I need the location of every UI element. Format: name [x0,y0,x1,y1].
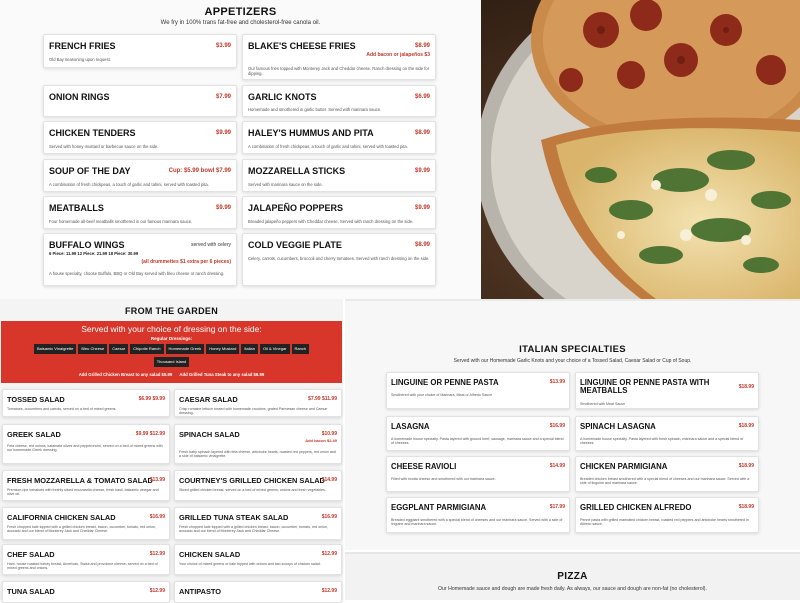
item-name: CHEF SALAD [7,550,55,559]
addon-row [1,372,342,377]
item-desc: Our famous fries topped with Monterey Jack and Cheddar cheese. Ranch dressing on the side for dipping. [248,66,430,77]
item-desc: Served with marinara sauce on the side. [248,182,323,187]
dressing-tag: Caesar [109,344,128,354]
item-desc: Celery, carrots, cucumbers, broccoli and cherry tomatoes. Served with ranch dressing on the side. [248,256,430,261]
menu-item-chef-salad[interactable] [2,544,170,575]
item-name: MEATBALLS [49,203,104,213]
pizza-title: PIZZA [557,571,588,582]
pizza-subtitle: Our Homemade sauce and dough are made fresh daily. As always, our sauce and dough are non-fat (no cholesterol). [438,586,707,592]
garden-title: FROM THE GARDEN [125,306,218,316]
item-desc: A homemade house specialty. Pasta layered with ground beef, sausage, marinara sauce and a special blend of cheeses. [391,437,564,446]
item-name: CAESAR SALAD [179,395,238,404]
menu-item-cheese-ravioli[interactable] [386,456,570,492]
dressings-label: Regular Dressings: [150,336,193,341]
menu-item-linguine-penne[interactable] [386,372,570,409]
menu-item-onion-rings[interactable] [43,85,237,117]
item-name: FRENCH FRIES [49,41,116,51]
item-desc: Tomatoes, cucumbers and carrots, served on a bed of mixed greens. [7,407,117,411]
menu-item-courtneys-chicken-salad[interactable] [174,470,342,501]
item-addon: (all drummettes $1 extra per 6 pieces) [141,259,231,265]
item-desc: A house specialty, choose Buffalo, BBQ or Old Bay served with bleu cheese or ranch dressing. [49,271,225,276]
appetizers-title: APPETIZERS [204,6,277,18]
item-name: CALIFORNIA CHICKEN SALAD [7,513,116,522]
dressing-tag: Honey Mustard [206,344,239,354]
item-desc: Filled with ricotta cheese and smothered with our marinara sauce. [391,477,496,481]
item-name: SOUP OF THE DAY [49,166,131,176]
menu-item-greek-salad[interactable] [2,424,170,464]
item-desc: Served with honey mustard or barbecue sauce on the side. [49,144,159,149]
item-price: $9.99 $12.99 [135,431,165,437]
menu-item-haleys-hummus[interactable] [242,121,436,154]
appetizers-subtitle: We fry in 100% trans fat-free and cholesterol-free canola oil. [160,20,321,26]
menu-item-meatballs[interactable] [43,196,237,229]
item-desc: Your choice of mixed greens or kale topped with onions and two scoops of chicken salad. [179,562,321,566]
menu-item-garlic-knots[interactable] [242,85,436,117]
menu-item-chicken-tenders[interactable] [43,121,237,154]
menu-item-linguine-meatballs[interactable] [575,372,759,409]
pizza-image [481,0,800,299]
item-price: $10.99 [321,431,337,437]
item-desc: A combination of fresh chickpeas, a touch of garlic and tahini, served with toasted pita. [49,182,209,187]
dressing-tag: Thousand Island [154,357,190,367]
dressing-tag: Chipotle Ranch [130,344,163,354]
item-addon: Add bacon $2.49 [305,438,337,443]
item-price: $6.99 $9.99 [138,396,165,402]
item-name: CHEESE RAVIOLI [391,462,457,471]
italian-title: ITALIAN SPECIALTIES [519,344,626,355]
menu-item-caesar-salad[interactable] [174,389,342,417]
item-price: $18.99 [738,384,754,390]
item-desc: Ham, house roasted turkey breast, American, Swiss and provolone cheese, served on a bed of mixed greens and onions. [7,562,158,571]
item-price: $18.99 [738,423,754,429]
banner-title: Served with your choice of dressing on the side: [81,324,262,334]
appetizers-section [0,0,481,299]
item-name: COLD VEGGIE PLATE [248,240,342,250]
dressing-tag: Italian [241,344,258,354]
item-name: JALAPEÑO POPPERS [248,203,344,213]
item-desc: Premium ripe tomatoes with freshly sliced mozzarella cheese, fresh basil, balsamic vinegar and olive oil. [7,488,159,497]
item-desc: Feta cheese, red onions, kalamata olives and pepperoncini, served on a bed of mixed greens with our homemade Greek dressing. [7,444,163,453]
item-desc: A combination of fresh chickpeas, a touch of garlic and tahini, served with toasted pita. [248,144,408,149]
item-price: $12.99 [321,551,337,557]
item-desc: Fresh baby spinach layered with feta cheese, artichoke hearts, roasted red peppers, red onion and a side of balsamic vinaigrette. [179,450,336,459]
item-name: ONION RINGS [49,92,110,102]
menu-item-spinach-salad[interactable] [174,424,342,464]
item-price: $16.99 [549,423,565,429]
item-name: HALEY'S HUMMUS AND PITA [248,128,374,138]
menu-item-grilled-chicken-alfredo[interactable] [575,497,759,533]
item-addon: Add bacon or jalapeños $3 [366,52,430,58]
item-name: TOSSED SALAD [7,395,65,404]
pizza-photo [481,0,800,299]
item-name: SPINACH SALAD [179,430,240,439]
addon-chicken: Add Grilled Chicken Breast to any salad $5.99 [78,372,173,377]
dressing-tag: Homemade Greek [166,344,205,354]
garden-section [0,299,343,600]
item-name: LINGUINE OR PENNE PASTA WITH MEATBALLS [580,378,710,396]
item-price: $13.99 [549,379,565,385]
italian-subtitle: Served with our Homemade Garlic Knots and your choice of a Tossed Salad, Caesar Salad or Cup of Soup. [453,358,692,364]
item-price: $18.99 [738,463,754,469]
item-desc: Fresh chopped kale topped with a grilled chicken breast, bacon, cucumber, tomato, red onion, avocado and our blend of Monterey Jack and Cheddar Cheese. [7,525,157,534]
item-name: FRESH MOZZARELLA & TOMATO SALAD [7,476,153,485]
item-price: $7.99 [215,94,231,100]
menu-item-jalapeno-poppers[interactable] [242,196,436,229]
menu-item-soup-of-the-day[interactable] [43,159,237,192]
item-name: GRILLED TUNA STEAK SALAD [179,513,289,522]
dressing-banner [1,321,342,383]
item-name: ANTIPASTO [179,587,222,596]
wing-pieces: 6 Piece: 11.99 12 Piece: 21.99 18 Piece: 30.99 [49,251,139,256]
item-desc: Homemade and smothered in garlic butter. Served with marinara sauce. [248,107,382,112]
dressing-tag: Bleu Cheese [78,344,107,354]
menu-item-fresh-mozzarella[interactable] [2,470,170,501]
item-price: $16.99 [321,514,337,520]
item-desc: Sliced grilled chicken breast, served on a bed of mixed greens, onions and fresh vegetables. [179,488,326,492]
item-price: $18.99 [738,504,754,510]
item-price: $16.99 [149,514,165,520]
item-name: MOZZARELLA STICKS [248,166,346,176]
menu-item-blakes-cheese-fries[interactable] [242,34,436,80]
item-price: $7.99 $11.99 [308,396,337,402]
item-price: $17.99 [549,504,565,510]
item-name: TUNA SALAD [7,587,55,596]
menu-item-chicken-parmigiana[interactable] [575,456,759,492]
item-price: $9.99 [414,168,430,174]
menu-item-eggplant-parmigiana[interactable] [386,497,570,533]
menu-item-cold-veggie-plate[interactable] [242,233,436,286]
item-name: GARLIC KNOTS [248,92,317,102]
dressing-tag: Balsamic Vinaigrette [34,344,76,354]
item-desc: Breaded chicken breast smothered with a special blend of cheeses and our marinara sauce. Served with a side of linguine and marinara sauce. [580,477,750,486]
dressing-list [1,342,342,368]
italian-section [345,299,800,550]
dressing-tag: Oil & Vinegar [260,344,290,354]
menu-item-grilled-tuna-salad[interactable] [174,507,342,540]
pizza-section [345,552,800,600]
item-desc: Fresh chopped kale topped with a grilled chicken breast, bacon, cucumber, tomato, red onion, avocado and our blend of Monterey Jack and Cheddar Cheese. [179,525,329,534]
item-name: CHICKEN TENDERS [49,128,136,138]
item-desc: A homemade house specialty. Pasta layered with fresh spinach, marinara sauce and a special blend of cheeses. [580,437,744,446]
item-price: $9.99 [215,205,231,211]
item-desc: Smothered with your choice of Marinara, Meat or Alfredo Sauce [391,393,493,397]
item-desc: Crisp romaine lettuce tossed with homemade croutons, grated Parmesan cheese and Caesar dressing. [179,407,328,416]
addon-tuna: Add Grilled Tuna Steak to any salad $6.99 [179,372,265,377]
item-price: $8.99 [414,242,430,248]
menu-item-tossed-salad[interactable] [2,389,170,417]
item-price: $3.99 [215,43,231,49]
item-desc: Smothered with Meat Sauce [580,402,626,406]
item-price: $14.99 [321,477,337,483]
menu-item-mozzarella-sticks[interactable] [242,159,436,192]
menu-item-lasagna[interactable] [386,416,570,451]
item-name: BUFFALO WINGS [49,240,125,250]
item-price: $6.99 [414,94,430,100]
item-desc: Old Bay seasoning upon request. [49,57,111,62]
menu-item-french-fries[interactable] [43,34,237,68]
item-price: $8.99 [414,43,430,49]
item-name: GREEK SALAD [7,430,61,439]
item-price: $9.99 [215,130,231,136]
dressing-tag: Ranch [292,344,310,354]
item-name: CHICKEN SALAD [179,550,241,559]
menu-item-spinach-lasagna[interactable] [575,416,759,451]
item-price: $13.99 [149,477,165,483]
item-name: GRILLED CHICKEN ALFREDO [580,503,692,512]
item-name: COURTNEY'S GRILLED CHICKEN SALAD [179,476,325,485]
item-price: $8.99 [414,130,430,136]
item-name: CHICKEN PARMIGIANA [580,462,668,471]
item-desc: Four homemade all-beef meatballs smothered in our famous marinara sauce. [49,219,193,224]
item-price-note: served with celery [190,242,231,248]
item-name: EGGPLANT PARMIGIANA [391,503,487,512]
item-price: $12.99 [149,551,165,557]
item-name: BLAKE'S CHEESE FRIES [248,41,356,51]
item-name: LINGUINE OR PENNE PASTA [391,378,499,387]
menu-item-california-chicken-salad[interactable] [2,507,170,540]
item-desc: Breaded eggplant smothered with a special blend of cheeses and our marinara sauce. Served with a side of linguine and marinara sauce. [391,518,563,527]
item-desc: Breaded jalapeño peppers with Cheddar cheese. Served with ranch dressing on the side. [248,219,414,224]
item-price: Cup: $5.99 bowl $7.99 [168,168,231,174]
item-name: SPINACH LASAGNA [580,422,656,431]
item-desc: Penne pasta with grilled marinated chicken breast, roasted red peppers and artichoke hearts smothered in Alfredo sauce. [580,518,749,527]
menu-item-chicken-salad[interactable] [174,544,342,575]
item-price: $14.99 [549,463,565,469]
menu-item-buffalo-wings[interactable] [43,233,237,286]
item-price: $12.99 [149,588,165,594]
item-price: $9.99 [414,205,430,211]
item-name: LASAGNA [391,422,430,431]
item-price: $12.99 [321,588,337,594]
